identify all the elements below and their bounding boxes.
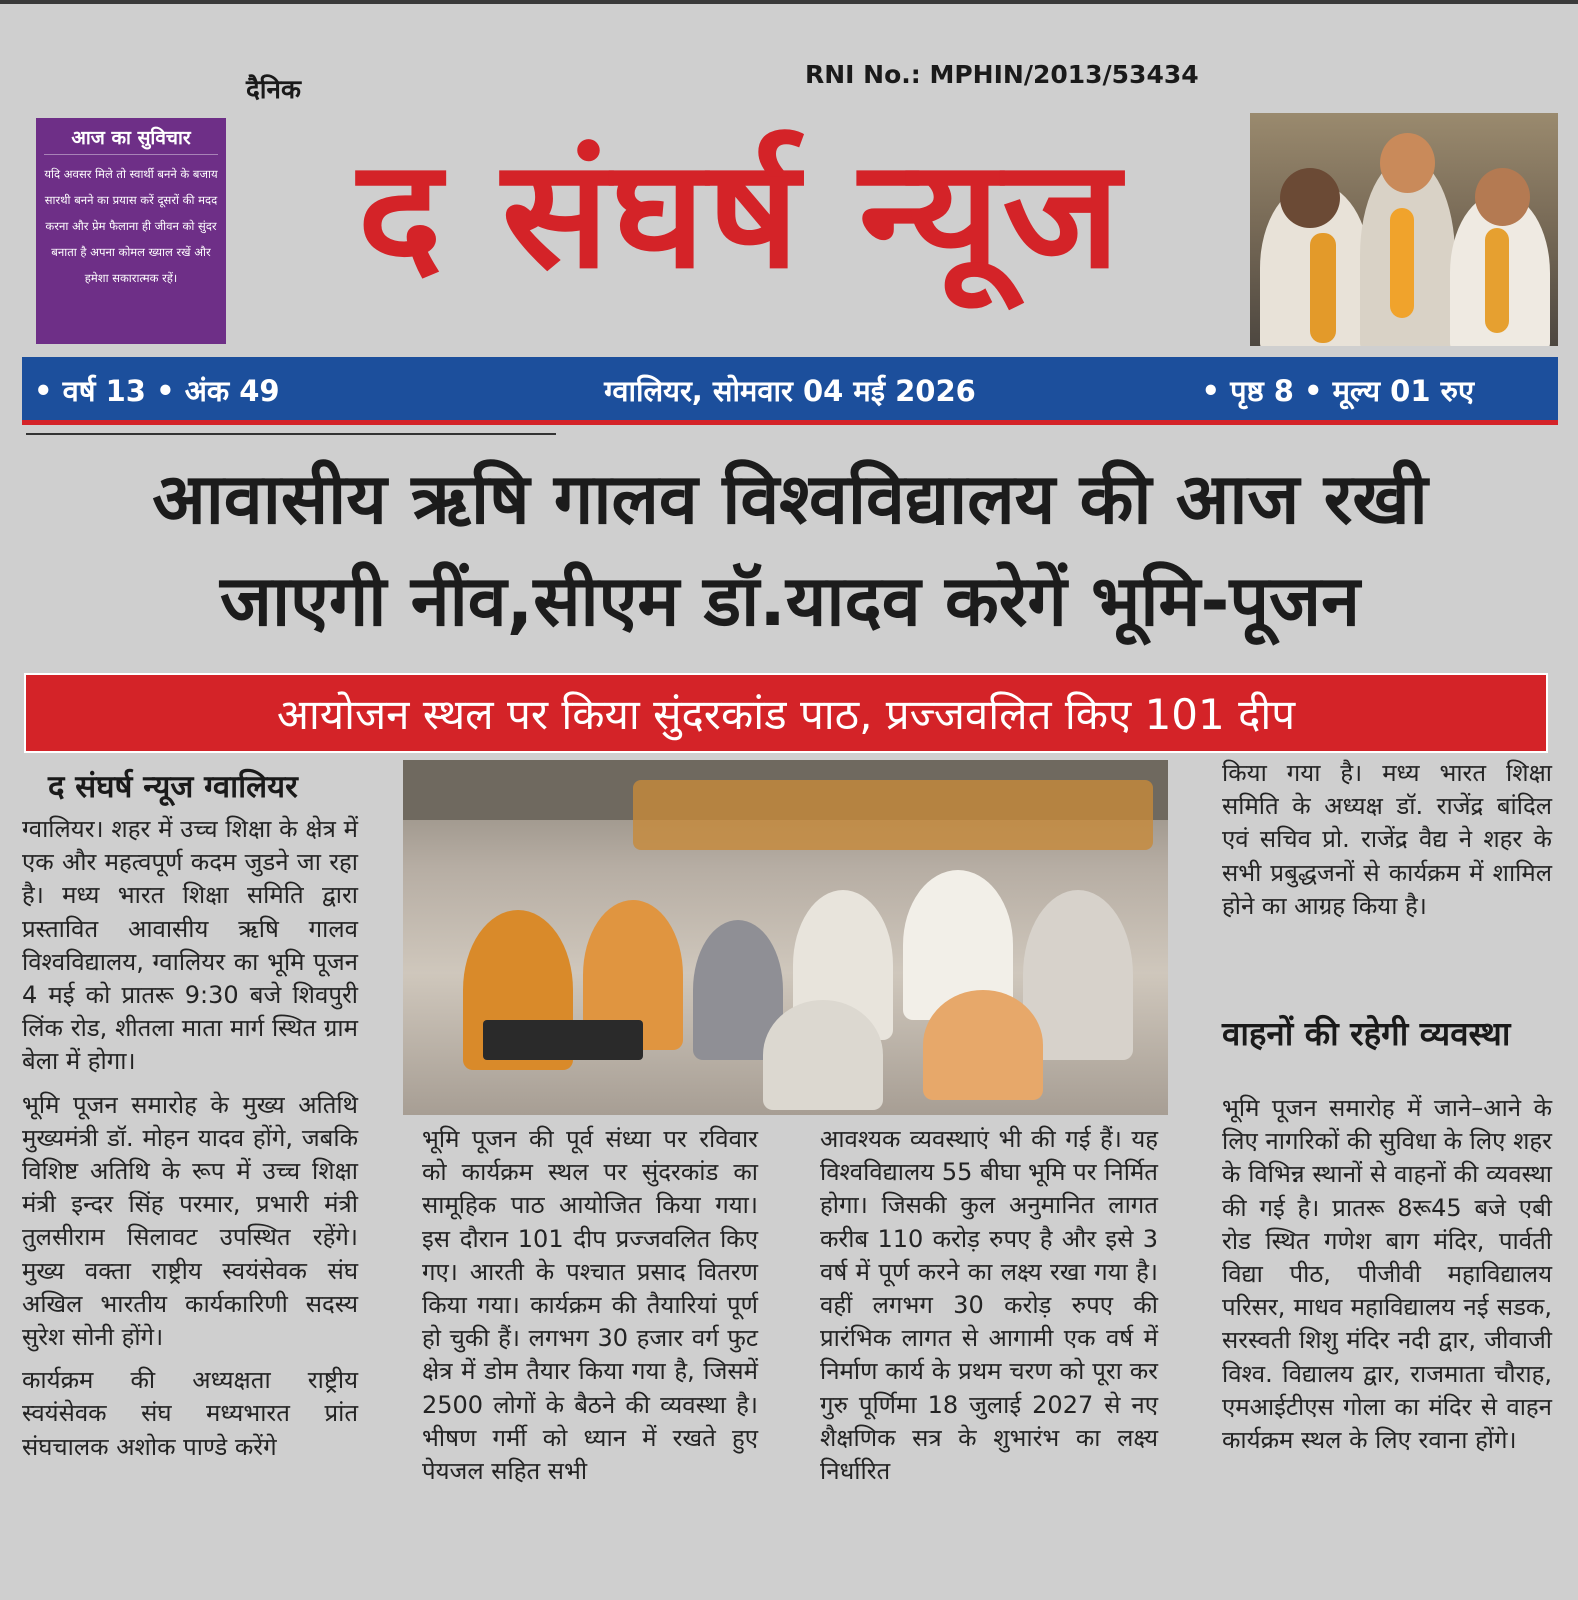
divider — [26, 433, 556, 435]
paragraph: कार्यक्रम की अध्यक्षता राष्ट्रीय स्वयंसेवक संघ मध्यभारत प्रांत संघचालक अशोक पाण्डे करेंगे — [22, 1366, 358, 1461]
date-issue-band — [22, 357, 1558, 425]
rni-number: RNI No.: MPHIN/2013/53434 — [805, 60, 1199, 89]
page-price: • पृष्ठ 8 • मूल्य 01 रुए — [1201, 374, 1474, 408]
year-issue: • वर्ष 13 • अंक 49 — [34, 374, 280, 408]
article-column-1 — [22, 813, 358, 1474]
thought-title: आज का सुविचार — [44, 124, 218, 155]
headline-line-2: जाएगी नींव,सीएम डॉ.यादव करेगें भूमि-पूजन — [220, 560, 1360, 642]
sub-headline-band — [24, 673, 1548, 753]
daily-label: दैनिक — [246, 75, 301, 105]
article-column-4-top: किया गया है। मध्य भारत शिक्षा समिति के अध्यक्ष डॉ. राजेंद्र बांदिल एवं सचिव प्रो. राजेंद्र वैद्य ने शहर के सभी प्रबुद्धजनों से कार्यक्रम में शामिल होने का आग्रह किया है। — [1222, 759, 1552, 920]
paragraph: ग्वालियर। शहर में उच्च शिक्षा के क्षेत्र में एक और महत्वपूर्ण कदम जुडने जा रहा है। मध्य भारत शिक्षा समिति द्वारा प्रस्तावित आवासीय ऋषि गालव विश्वविद्यालय, ग्वालियर का भूमि पूजन 4 मई को प्रातरू 9:30 बजे शिवपुरी लिंक रोड, शीतला माता मार्ग स्थित ग्राम बेला में होगा। — [22, 815, 358, 1076]
section-subhead: वाहनों की रहेगी व्यवस्था — [1222, 1014, 1511, 1053]
article-column-3: आवश्यक व्यवस्थाएं भी की गई हैं। यह विश्वविद्यालय 55 बीघा भूमि पर निर्मित होगा। जिसकी कुल अनुमानित लागत करीब 110 करोड़ रुपए है और इसे 3 वर्ष में पूर्ण करने का लक्ष्य रखा गया है। वहीं लगभग 30 करोड़ रुपए की प्रारंभिक लागत से आगामी एक वर्ष में निर्माण कार्य के प्रथम चरण को पूरा कर गुरु पूर्णिमा 18 जुलाई 2027 से नए शैक्षणिक सत्र के शुभारंभ का लक्ष्य निर्धारित — [820, 1125, 1158, 1486]
thought-text: यदि अवसर मिले तो स्वार्थी बनने के बजाय सारथी बनने का प्रयास करें दूसरों की मदद करना और प्रेम फैलाना ही जीवन को सुंदर बनाता है अपना कोमल ख्याल रखें और हमेशा सकारात्मक रहें। — [44, 167, 218, 285]
article-column-4-bottom: भूमि पूजन समारोह में जाने–आने के लिए नागरिकों की सुविधा के लिए शहर के विभिन्न स्थानों से वाहनों की व्यवस्था की गई है। प्रातरू 8रू45 बजे एबी रोड स्थित गणेश बाग मंदिर, पार्वती विद्या पीठ, पीजीवी महाविद्यालय परिसर, माधव महाविद्यालय नई सडक, सरस्वती शिशु मंदिर नदी द्वार, जीवाजी विश्व. विद्यालय द्वार, राजमाता चौराह, एमआईटीएस गोला का मंदिर से वाहन कार्यक्रम स्थल के लिए रवाना होंगे। — [1222, 1094, 1552, 1455]
headline-line-1: आवासीय ऋषि गालव विश्वविद्यालय की आज रखी — [152, 458, 1428, 540]
article-column-2: भूमि पूजन की पूर्व संध्या पर रविवार को कार्यक्रम स्थल पर सुंदरकांड का सामूहिक पाठ आयोजित किया गया। इस दौरान 101 दीप प्रज्जवलित किए गए। आरती के पश्चात प्रसाद वितरण किया गया। कार्यक्रम की तैयारियां पूर्ण हो चुकी हैं। लगभग 30 हजार वर्ग फुट क्षेत्र में डोम तैयार किया गया है, जिसमें 2500 लोगों के बैठने की व्यवस्था है। भीषण गर्मी को ध्यान में रखते हुए पेयजल सहित सभी — [422, 1125, 758, 1486]
byline: द संघर्ष न्यूज ग्वालियर — [48, 769, 298, 805]
newspaper-masthead: द संघर्ष न्यूज — [357, 128, 1123, 302]
paragraph: भूमि पूजन समारोह के मुख्य अतिथि मुख्यमंत्री डॉ. मोहन यादव होंगे, जबकि विशिष्ट अतिथि के रूप में उच्च शिक्षा मंत्री इन्दर सिंह परमार, प्रभारी मंत्री तुलसीराम सिलावट उपस्थित रहेंगे। मुख्य वक्ता राष्ट्रीय स्वयंसेवक संघ अखिल भारतीय कार्यकारिणी सदस्य सुरेश सोनी होंगे। — [22, 1090, 358, 1352]
photo-of-sundarkand-icon — [403, 760, 1168, 1115]
date-line: ग्वालियर, सोमवार 04 मई 2026 — [604, 374, 976, 408]
top-border — [0, 0, 1578, 4]
main-headline — [40, 448, 1540, 652]
photo-of-saints-icon — [1250, 113, 1558, 346]
sub-headline: आयोजन स्थल पर किया सुंदरकांड पाठ, प्रज्जवलित किए 101 दीप — [276, 690, 1296, 739]
thought-of-the-day-box — [36, 118, 226, 344]
